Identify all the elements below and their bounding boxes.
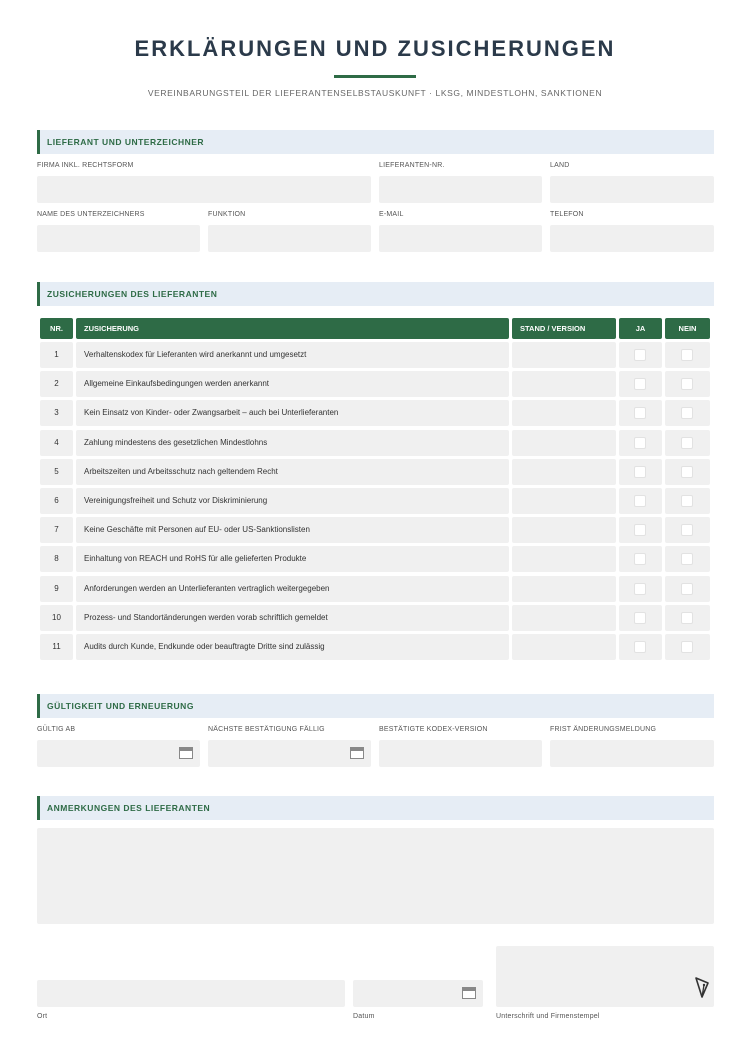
row-ja-cell bbox=[619, 371, 662, 397]
row-ja-cell bbox=[619, 576, 662, 602]
row-assurance-text: Kein Einsatz von Kinder- oder Zwangsarbeit – auch bei Unterlieferanten bbox=[76, 400, 509, 426]
row-version-field[interactable] bbox=[512, 576, 616, 602]
lieferanten-nr-label: LIEFERANTEN-NR. bbox=[379, 162, 445, 169]
name-label: NAME DES UNTERZEICHNERS bbox=[37, 211, 145, 218]
table-row bbox=[40, 430, 710, 456]
row-nein-cell bbox=[665, 342, 710, 368]
column-header-zusicherung: ZUSICHERUNG bbox=[76, 318, 509, 339]
table-row bbox=[40, 400, 710, 426]
row-nein-cell bbox=[665, 371, 710, 397]
telefon-label: TELEFON bbox=[550, 211, 584, 218]
telefon-field[interactable] bbox=[550, 225, 714, 252]
row-assurance-text: Vereinigungsfreiheit und Schutz vor Diskriminierung bbox=[76, 488, 509, 514]
nein-checkbox[interactable] bbox=[681, 466, 693, 478]
signature-field[interactable] bbox=[496, 946, 714, 1007]
row-number: 8 bbox=[40, 546, 73, 572]
row-number: 7 bbox=[40, 517, 73, 543]
row-nein-cell bbox=[665, 400, 710, 426]
row-assurance-text: Zahlung mindestens des gesetzlichen Mindestlohns bbox=[76, 430, 509, 456]
title-underline bbox=[334, 75, 416, 78]
column-header-nein: NEIN bbox=[665, 318, 710, 339]
column-header-nr: NR. bbox=[40, 318, 73, 339]
frist-aenderungsmeldung-label: FRIST ÄNDERUNGSMELDUNG bbox=[550, 726, 657, 733]
name-field[interactable] bbox=[37, 225, 200, 252]
row-version-field[interactable] bbox=[512, 517, 616, 543]
table-row bbox=[40, 459, 710, 485]
page-subtitle: VEREINBARUNGSTEIL DER LIEFERANTENSELBSTAUSKUNFT · LKSG, MINDESTLOHN, SANKTIONEN bbox=[147, 88, 603, 98]
row-nein-cell bbox=[665, 517, 710, 543]
lieferanten-nr-field[interactable] bbox=[379, 176, 542, 203]
row-version-field[interactable] bbox=[512, 488, 616, 514]
row-ja-cell bbox=[619, 605, 662, 631]
naechste-bestaetigung-label: NÄCHSTE BESTÄTIGUNG FÄLLIG bbox=[208, 726, 325, 733]
row-assurance-text: Anforderungen werden an Unterlieferanten vertraglich weitergegeben bbox=[76, 576, 509, 602]
nein-checkbox[interactable] bbox=[681, 641, 693, 653]
ja-checkbox[interactable] bbox=[634, 641, 646, 653]
row-assurance-text: Keine Geschäfte mit Personen auf EU- oder US-Sanktionslisten bbox=[76, 517, 509, 543]
row-number: 1 bbox=[40, 342, 73, 368]
ja-checkbox[interactable] bbox=[634, 466, 646, 478]
funktion-label: FUNKTION bbox=[208, 211, 246, 218]
row-number: 6 bbox=[40, 488, 73, 514]
row-version-field[interactable] bbox=[512, 546, 616, 572]
column-header-stand-version: STAND / VERSION bbox=[512, 318, 616, 339]
calendar-icon[interactable] bbox=[462, 987, 476, 999]
table-row bbox=[40, 488, 710, 514]
ja-checkbox[interactable] bbox=[634, 378, 646, 390]
nein-checkbox[interactable] bbox=[681, 553, 693, 565]
row-version-field[interactable] bbox=[512, 400, 616, 426]
ja-checkbox[interactable] bbox=[634, 553, 646, 565]
row-version-field[interactable] bbox=[512, 371, 616, 397]
land-field[interactable] bbox=[550, 176, 714, 203]
datum-label: Datum bbox=[353, 1013, 375, 1020]
land-label: LAND bbox=[550, 162, 570, 169]
column-header-ja: JA bbox=[619, 318, 662, 339]
row-number: 10 bbox=[40, 605, 73, 631]
row-number: 2 bbox=[40, 371, 73, 397]
row-ja-cell bbox=[619, 546, 662, 572]
funktion-field[interactable] bbox=[208, 225, 371, 252]
row-assurance-text: Audits durch Kunde, Endkunde oder beauftragte Dritte sind zulässig bbox=[76, 634, 509, 660]
table-row bbox=[40, 342, 710, 368]
nein-checkbox[interactable] bbox=[681, 349, 693, 361]
frist-aenderungsmeldung-field[interactable] bbox=[550, 740, 714, 767]
ja-checkbox[interactable] bbox=[634, 349, 646, 361]
table-row bbox=[40, 576, 710, 602]
row-ja-cell bbox=[619, 400, 662, 426]
email-label: E-MAIL bbox=[379, 211, 404, 218]
calendar-icon[interactable] bbox=[350, 747, 364, 759]
row-nein-cell bbox=[665, 634, 710, 660]
row-nein-cell bbox=[665, 576, 710, 602]
row-version-field[interactable] bbox=[512, 605, 616, 631]
row-nein-cell bbox=[665, 430, 710, 456]
ja-checkbox[interactable] bbox=[634, 437, 646, 449]
table-row bbox=[40, 546, 710, 572]
firma-field[interactable] bbox=[37, 176, 371, 203]
row-version-field[interactable] bbox=[512, 342, 616, 368]
table-row bbox=[40, 634, 710, 660]
datum-field[interactable] bbox=[353, 980, 483, 1007]
row-number: 11 bbox=[40, 634, 73, 660]
remarks-textarea[interactable] bbox=[37, 828, 714, 924]
gueltig-ab-field[interactable] bbox=[37, 740, 200, 767]
nein-checkbox[interactable] bbox=[681, 583, 693, 595]
row-assurance-text: Prozess- und Standortänderungen werden vorab schriftlich gemeldet bbox=[76, 605, 509, 631]
nein-checkbox[interactable] bbox=[681, 524, 693, 536]
row-ja-cell bbox=[619, 488, 662, 514]
table-row bbox=[40, 605, 710, 631]
ja-checkbox[interactable] bbox=[634, 524, 646, 536]
gueltig-ab-label: GÜLTIG AB bbox=[37, 726, 76, 733]
section-validity-heading: GÜLTIGKEIT UND ERNEUERUNG bbox=[37, 694, 714, 718]
section-assurances-heading: ZUSICHERUNGEN DES LIEFERANTEN bbox=[37, 282, 714, 306]
row-ja-cell bbox=[619, 342, 662, 368]
row-version-field[interactable] bbox=[512, 430, 616, 456]
row-assurance-text: Verhaltenskodex für Lieferanten wird anerkannt und umgesetzt bbox=[76, 342, 509, 368]
ja-checkbox[interactable] bbox=[634, 407, 646, 419]
ja-checkbox[interactable] bbox=[634, 495, 646, 507]
nein-checkbox[interactable] bbox=[681, 407, 693, 419]
row-number: 3 bbox=[40, 400, 73, 426]
row-ja-cell bbox=[619, 517, 662, 543]
section-remarks-heading: ANMERKUNGEN DES LIEFERANTEN bbox=[37, 796, 714, 820]
row-version-field[interactable] bbox=[512, 634, 616, 660]
email-field[interactable] bbox=[379, 225, 542, 252]
row-number: 5 bbox=[40, 459, 73, 485]
page-title: ERKLÄRUNGEN UND ZUSICHERUNGEN bbox=[134, 36, 616, 61]
ort-label: Ort bbox=[37, 1013, 48, 1020]
pen-nib-icon bbox=[694, 976, 710, 1000]
nein-checkbox[interactable] bbox=[681, 437, 693, 449]
table-row bbox=[40, 371, 710, 397]
row-nein-cell bbox=[665, 546, 710, 572]
ja-checkbox[interactable] bbox=[634, 583, 646, 595]
ort-field[interactable] bbox=[37, 980, 345, 1007]
row-nein-cell bbox=[665, 459, 710, 485]
row-ja-cell bbox=[619, 459, 662, 485]
section-supplier-heading: LIEFERANT UND UNTERZEICHNER bbox=[37, 130, 714, 154]
row-number: 4 bbox=[40, 430, 73, 456]
row-ja-cell bbox=[619, 634, 662, 660]
row-nein-cell bbox=[665, 488, 710, 514]
ja-checkbox[interactable] bbox=[634, 612, 646, 624]
row-number: 9 bbox=[40, 576, 73, 602]
row-ja-cell bbox=[619, 430, 662, 456]
nein-checkbox[interactable] bbox=[681, 495, 693, 507]
kodex-version-label: BESTÄTIGTE KODEX-VERSION bbox=[379, 726, 488, 733]
kodex-version-field[interactable] bbox=[379, 740, 542, 767]
row-assurance-text: Arbeitszeiten und Arbeitsschutz nach geltendem Recht bbox=[76, 459, 509, 485]
nein-checkbox[interactable] bbox=[681, 612, 693, 624]
calendar-icon[interactable] bbox=[179, 747, 193, 759]
row-assurance-text: Allgemeine Einkaufsbedingungen werden anerkannt bbox=[76, 371, 509, 397]
firma-label: FIRMA INKL. RECHTSFORM bbox=[37, 162, 134, 169]
nein-checkbox[interactable] bbox=[681, 378, 693, 390]
row-nein-cell bbox=[665, 605, 710, 631]
row-version-field[interactable] bbox=[512, 459, 616, 485]
naechste-bestaetigung-field[interactable] bbox=[208, 740, 371, 767]
table-row bbox=[40, 517, 710, 543]
unterschrift-label: Unterschrift und Firmenstempel bbox=[496, 1013, 600, 1020]
row-assurance-text: Einhaltung von REACH und RoHS für alle gelieferten Produkte bbox=[76, 546, 509, 572]
